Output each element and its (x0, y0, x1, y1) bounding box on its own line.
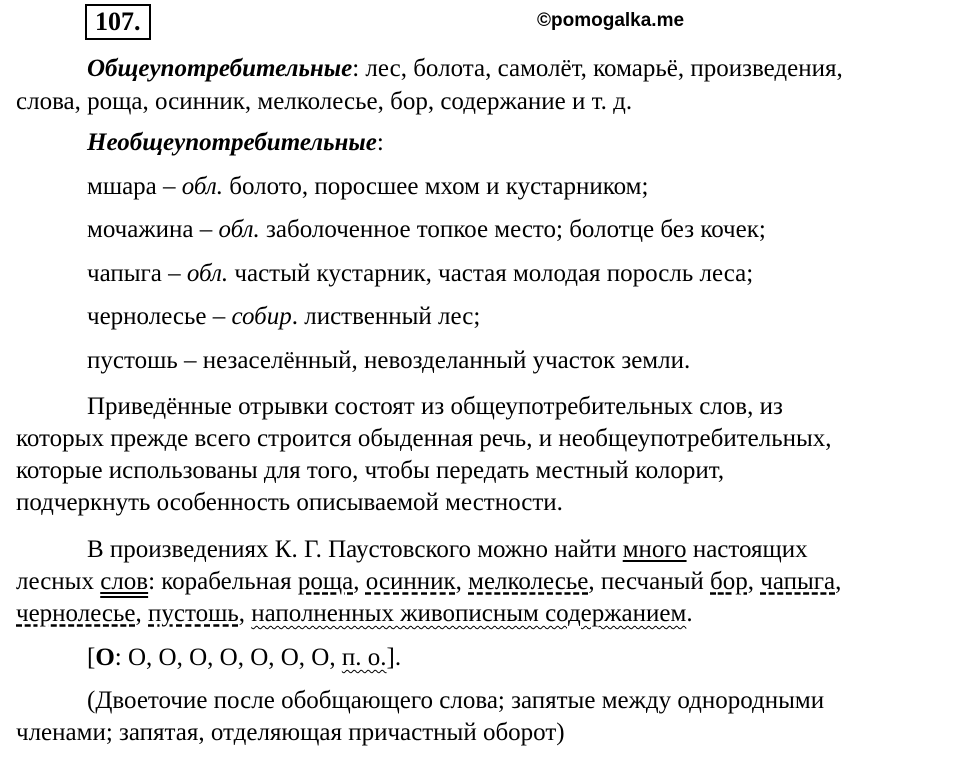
scheme-generalizing: О (95, 644, 115, 671)
item-definition: болото, поросшее мхом и кустарником; (223, 173, 649, 200)
comma: , (747, 568, 761, 595)
period: . (686, 600, 693, 627)
participial-phrase: наполненных живописным содержанием (251, 600, 687, 627)
paragraph-line-2: которых прежде всего строится обыденная речь, и необщеупотребительных, (16, 425, 832, 452)
uncommon-item-mochazhina (87, 215, 766, 245)
item-tag: обл. (181, 173, 224, 200)
item-definition: частый кустарник, частая молодая поросль леса; (228, 260, 754, 287)
uncommon-heading-line (87, 128, 384, 158)
uncommon-heading: Необщеупотребительные (87, 129, 377, 156)
comma: , (835, 568, 842, 595)
item-word: пустошь – незаселённый, невозделанный участок земли. (87, 347, 691, 374)
explanation-line-1: (Двоеточие после обобщающего слова; запятые между однородными (87, 687, 825, 714)
item-tag: обл. (218, 216, 260, 243)
common-heading: Общеупотребительные (87, 55, 353, 82)
item-word: мшара – (87, 173, 182, 200)
homogeneous-member: осинник (365, 568, 456, 595)
comma: , (238, 600, 252, 627)
sentence-line-2 (16, 567, 841, 597)
homogeneous-member: чапыга (760, 568, 836, 595)
sentence-line-3 (16, 599, 693, 629)
predicate-word: много (622, 536, 687, 563)
comma: , (135, 600, 149, 627)
common-words-list: : лес, болота, самолёт, комарьё, произведения, (352, 55, 843, 82)
item-tag: собир (231, 303, 292, 330)
paragraph-line-4: подчеркнуть особенность описываемой местности. (16, 489, 563, 516)
homogeneous-member: бор (710, 568, 748, 595)
homogeneous-member: мелколесье (468, 568, 589, 595)
item-word: чернолесье – (87, 303, 232, 330)
item-definition: . лиственный лес; (291, 303, 481, 330)
homogeneous-member: чернолесье (16, 600, 136, 627)
item-definition: заболоченное топкое место; болотце без кочек; (259, 216, 766, 243)
sentence-text: : корабельная (148, 568, 298, 595)
exercise-number: 107. (85, 4, 151, 40)
scheme-members: : О, О, О, О, О, О, О, (114, 644, 342, 671)
item-tag: обл. (186, 260, 229, 287)
uncommon-item-chapyga (87, 259, 753, 289)
sentence-scheme (87, 643, 401, 673)
generalizing-word: слов (100, 568, 149, 595)
item-word: мочажина – (87, 216, 219, 243)
item-word: чапыга – (87, 260, 187, 287)
paragraph-line-3: которые использованы для того, чтобы передать местный колорит, (16, 457, 725, 484)
watermark: ©pomogalka.me (537, 10, 685, 31)
uncommon-colon: : (376, 129, 384, 156)
common-words-line-1 (87, 54, 843, 84)
comma: , (455, 568, 469, 595)
homogeneous-member: пустошь (148, 600, 239, 627)
scheme-bracket: [ (87, 644, 96, 671)
comma: , (353, 568, 366, 595)
scheme-bracket: ]. (386, 644, 402, 671)
uncommon-item-chernolesye (87, 302, 480, 332)
uncommon-item-pustosh (87, 346, 690, 376)
common-words-line-2: слова, роща, осинник, мелколесье, бор, содержание и т. д. (16, 88, 633, 115)
explanation-line-2: членами; запятая, отделяющая причастный оборот) (16, 719, 565, 746)
sentence-text: , песчаный (588, 568, 711, 595)
uncommon-item-mshara (87, 172, 648, 202)
homogeneous-member: роща (297, 568, 354, 595)
sentence-text: настоящих (686, 536, 808, 563)
scheme-participial: п. о. (341, 644, 387, 671)
sentence-line-1 (87, 535, 808, 565)
sentence-text: В произведениях К. Г. Паустовского можно найти (87, 536, 623, 563)
paragraph-line-1: Приведённые отрывки состоят из общеупотребительных слов, из (87, 393, 783, 420)
sentence-text: лесных (16, 568, 101, 595)
